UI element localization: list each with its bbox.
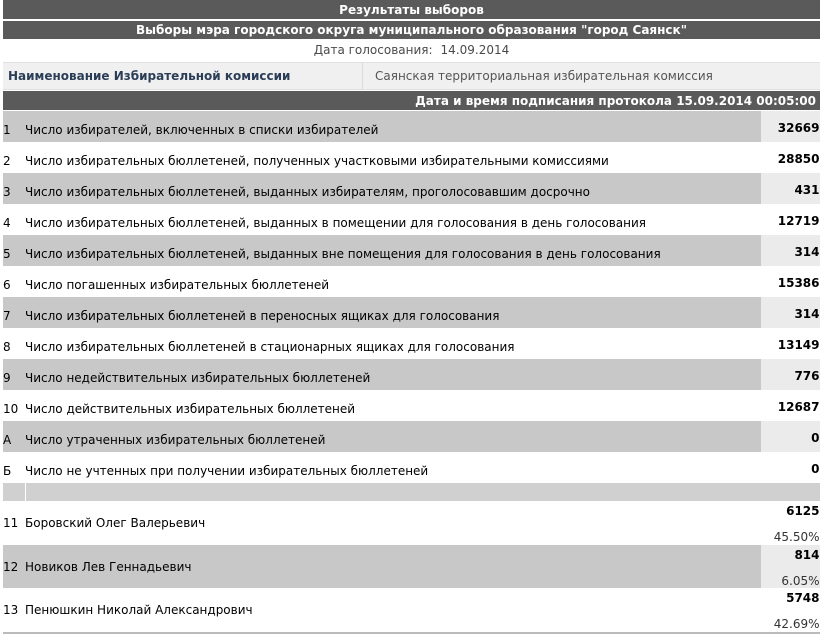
row-value: 12719 bbox=[761, 204, 820, 235]
row-number: 2 bbox=[3, 142, 25, 173]
row-label: Число недействительных избирательных бюллетеней bbox=[25, 359, 761, 390]
table-row bbox=[3, 266, 820, 297]
table-row bbox=[3, 142, 820, 173]
row-value: 12687 bbox=[761, 390, 820, 421]
row-number: 10 bbox=[3, 390, 25, 421]
voting-date bbox=[3, 41, 820, 59]
candidate-row bbox=[3, 588, 820, 632]
candidate-percent: 45.50% bbox=[773, 530, 820, 544]
row-label: Число избирательных бюллетеней в переносных ящиках для голосования bbox=[25, 297, 761, 328]
row-value: 776 bbox=[761, 359, 820, 390]
row-value: 32669 bbox=[761, 111, 820, 142]
candidate-row bbox=[3, 545, 820, 588]
row-number: А bbox=[3, 421, 25, 452]
candidate-number: 11 bbox=[3, 501, 25, 545]
row-label: Число утраченных избирательных бюллетеней bbox=[25, 421, 761, 452]
row-value: 28850 bbox=[761, 142, 820, 173]
row-number: 8 bbox=[3, 328, 25, 359]
table-row bbox=[3, 235, 820, 266]
table-row bbox=[3, 111, 820, 142]
commission-label: Наименование Избирательной комиссии bbox=[8, 69, 291, 83]
candidate-name: Пенюшкин Николай Александрович bbox=[25, 588, 761, 632]
row-label: Число погашенных избирательных бюллетеней bbox=[25, 266, 761, 297]
table-row bbox=[3, 204, 820, 235]
candidate-percent: 42.69% bbox=[773, 617, 820, 631]
row-label: Число избирательных бюллетеней, полученных участковыми избирательными комиссиями bbox=[25, 142, 761, 173]
row-label: Число избирательных бюллетеней в стационарных ящиках для голосования bbox=[25, 328, 761, 359]
candidate-result bbox=[761, 545, 820, 588]
table-row bbox=[3, 328, 820, 359]
table-row bbox=[3, 421, 820, 452]
row-number: 3 bbox=[3, 173, 25, 204]
row-number: 4 bbox=[3, 204, 25, 235]
row-label: Число избирательных бюллетеней, выданных избирателям, проголосовавшим досрочно bbox=[25, 173, 761, 204]
election-title: Выборы мэра городского округа муниципального образования "город Саянск" bbox=[3, 21, 820, 39]
results-table bbox=[3, 111, 820, 632]
protocol-datetime: Дата и время подписания протокола 15.09.2014 00:05:00 bbox=[3, 91, 820, 110]
row-value: 0 bbox=[761, 452, 820, 483]
divider bbox=[3, 632, 820, 634]
candidate-result bbox=[761, 588, 820, 632]
commission-value[interactable]: Саянская территориальная избирательная комиссия bbox=[362, 63, 820, 89]
row-value: 314 bbox=[761, 235, 820, 266]
candidate-votes: 5748 bbox=[786, 591, 820, 605]
candidate-result bbox=[761, 501, 820, 545]
table-row bbox=[3, 452, 820, 483]
voting-date-label: Дата голосования: bbox=[313, 43, 433, 57]
candidate-number: 12 bbox=[3, 545, 25, 588]
candidate-percent: 6.05% bbox=[781, 573, 820, 588]
row-number: 5 bbox=[3, 235, 25, 266]
row-number: 7 bbox=[3, 297, 25, 328]
row-label: Число избирательных бюллетеней, выданных вне помещения для голосования в день голосования bbox=[25, 235, 761, 266]
row-value: 314 bbox=[761, 297, 820, 328]
table-row bbox=[3, 359, 820, 390]
row-value: 15386 bbox=[761, 266, 820, 297]
row-label: Число избирателей, включенных в списки избирателей bbox=[25, 111, 761, 142]
voting-date-value: 14.09.2014 bbox=[440, 43, 510, 57]
table-row bbox=[3, 390, 820, 421]
row-number: 1 bbox=[3, 111, 25, 142]
separator-row bbox=[3, 483, 820, 501]
candidate-row bbox=[3, 501, 820, 545]
candidate-number: 13 bbox=[3, 588, 25, 632]
row-value: 431 bbox=[761, 173, 820, 204]
row-value: 0 bbox=[761, 421, 820, 452]
candidate-name: Боровский Олег Валерьевич bbox=[25, 501, 761, 545]
page-title: Результаты выборов bbox=[3, 0, 820, 19]
commission-row bbox=[3, 62, 820, 90]
row-number: 9 bbox=[3, 359, 25, 390]
table-row bbox=[3, 297, 820, 328]
row-label: Число действительных избирательных бюллетеней bbox=[25, 390, 761, 421]
candidate-votes: 814 bbox=[794, 547, 820, 562]
candidate-name: Новиков Лев Геннадьевич bbox=[25, 545, 761, 588]
row-number: Б bbox=[3, 452, 25, 483]
table-row bbox=[3, 173, 820, 204]
row-number: 6 bbox=[3, 266, 25, 297]
candidate-votes: 6125 bbox=[786, 504, 820, 518]
row-value: 13149 bbox=[761, 328, 820, 359]
row-label: Число не учтенных при получении избирательных бюллетеней bbox=[25, 452, 761, 483]
row-label: Число избирательных бюллетеней, выданных в помещении для голосования в день голосования bbox=[25, 204, 761, 235]
